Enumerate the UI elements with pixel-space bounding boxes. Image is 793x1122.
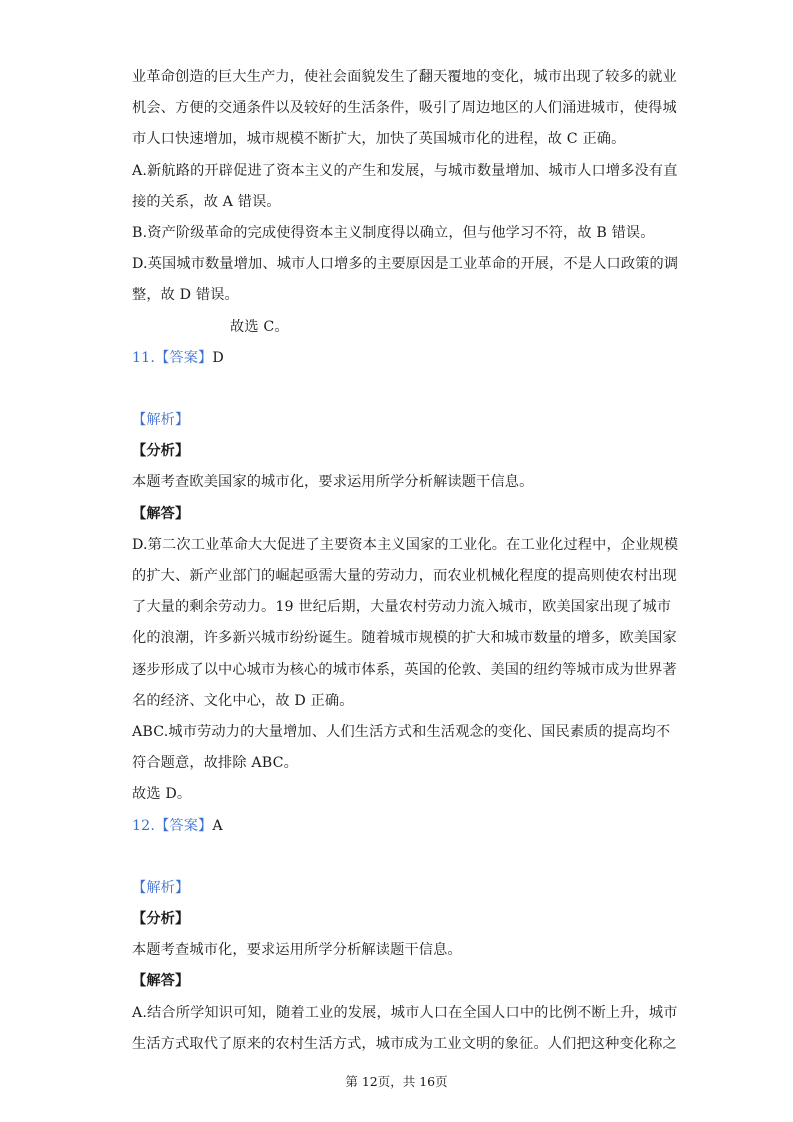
body-line: 市人口快速增加，城市规模不断扩大，加快了英国城市化的进程，故 C 正确。 (132, 131, 626, 148)
q11-jieda-line: D.第二次工业革命大大促进了主要资本主义国家的工业化。在工业化过程中，企业规模 (132, 536, 679, 553)
page-content (132, 62, 679, 1060)
q12-jieda-line: A.结合所学知识可知，随着工业的发展，城市人口在全国人口中的比例不断上升，城市 (132, 1004, 678, 1021)
q11-jieda-line: 符合题意，故排除 ABC。 (132, 755, 298, 772)
spacer (132, 842, 662, 873)
q11-jieda-line: 化的浪潮，许多新兴城市纷纷诞生。随着城市规模的扩大和城市数量的增多，欧美国家 (132, 630, 677, 647)
q12-number: 12. (132, 817, 156, 834)
q11-number: 11. (132, 349, 156, 366)
q11-fenxi-heading: 【分析】 (132, 443, 190, 460)
q11-jieda-line: 故选 D。 (132, 786, 192, 803)
body-line: B.资产阶级革命的完成使得资本主义制度得以确立，但与他学习不符，故 B 错误。 (132, 224, 655, 241)
body-line: 整，故 D 错误。 (132, 287, 239, 304)
conclusion-line: 故选 C。 (230, 318, 289, 335)
q11-answer-heading (132, 343, 662, 374)
body-line: 机会、方便的交通条件以及较好的生活条件，吸引了周边地区的人们涌进城市，使得城 (132, 100, 677, 117)
q12-jieda-line: 生活方式取代了原来的农村生活方式，城市成为工业文明的象征。人们把这种变化称之 (132, 1035, 677, 1052)
body-line: 业革命创造的巨大生产力，使社会面貌发生了翻天覆地的变化，城市出现了较多的就业 (132, 69, 677, 85)
body-line: D.英国城市数量增加、城市人口增多的主要原因是工业革命的开展，不是人口政策的调 (132, 256, 679, 273)
q11-jiexi-heading: 【解析】 (132, 412, 190, 429)
q12-fenxi-heading: 【分析】 (132, 911, 190, 928)
q11-jieda-heading: 【解答】 (132, 505, 190, 522)
q11-jieda-line: 的扩大、新产业部门的崛起亟需大量的劳动力，而农业机械化程度的提高则使农村出现 (132, 568, 677, 584)
q11-fenxi-text: 本题考查欧美国家的城市化，要求运用所学分析解读题干信息。 (132, 474, 534, 491)
page-footer: 第 12页，共 16页 (345, 1074, 448, 1089)
q12-fenxi-text: 本题考查城市化，要求运用所学分析解读题干信息。 (132, 942, 462, 959)
body-line: A.新航路的开辟促进了资本主义的产生和发展，与城市数量增加、城市人口增多没有直 (132, 162, 678, 179)
q12-jieda-heading: 【解答】 (132, 973, 190, 990)
q11-jieda-line: 名的经济、文化中心，故 D 正确。 (132, 692, 354, 709)
q11-jieda-line: 逐步形成了以中心城市为核心的城市体系，英国的伦敦、美国的纽约等城市成为世界著 (132, 661, 677, 678)
q12-answer-heading (132, 811, 662, 842)
q11-answer-tag: 【答案】 (155, 349, 213, 366)
q12-answer-tag: 【答案】 (155, 817, 213, 834)
q11-answer-value: D (212, 349, 224, 366)
body-line: 接的关系，故 A 错误。 (132, 193, 281, 210)
q12-jiexi-heading: 【解析】 (132, 879, 190, 896)
spacer (132, 374, 662, 405)
q11-jieda-line: 了大量的剩余劳动力。19 世纪后期，大量农村劳动力流入城市，欧美国家出现了城市 (132, 599, 672, 616)
q11-jieda-line: ABC.城市劳动力的大量增加、人们生活方式和生活观念的变化、国民素质的提高均不 (132, 723, 671, 740)
q12-answer-value: A (212, 817, 223, 834)
